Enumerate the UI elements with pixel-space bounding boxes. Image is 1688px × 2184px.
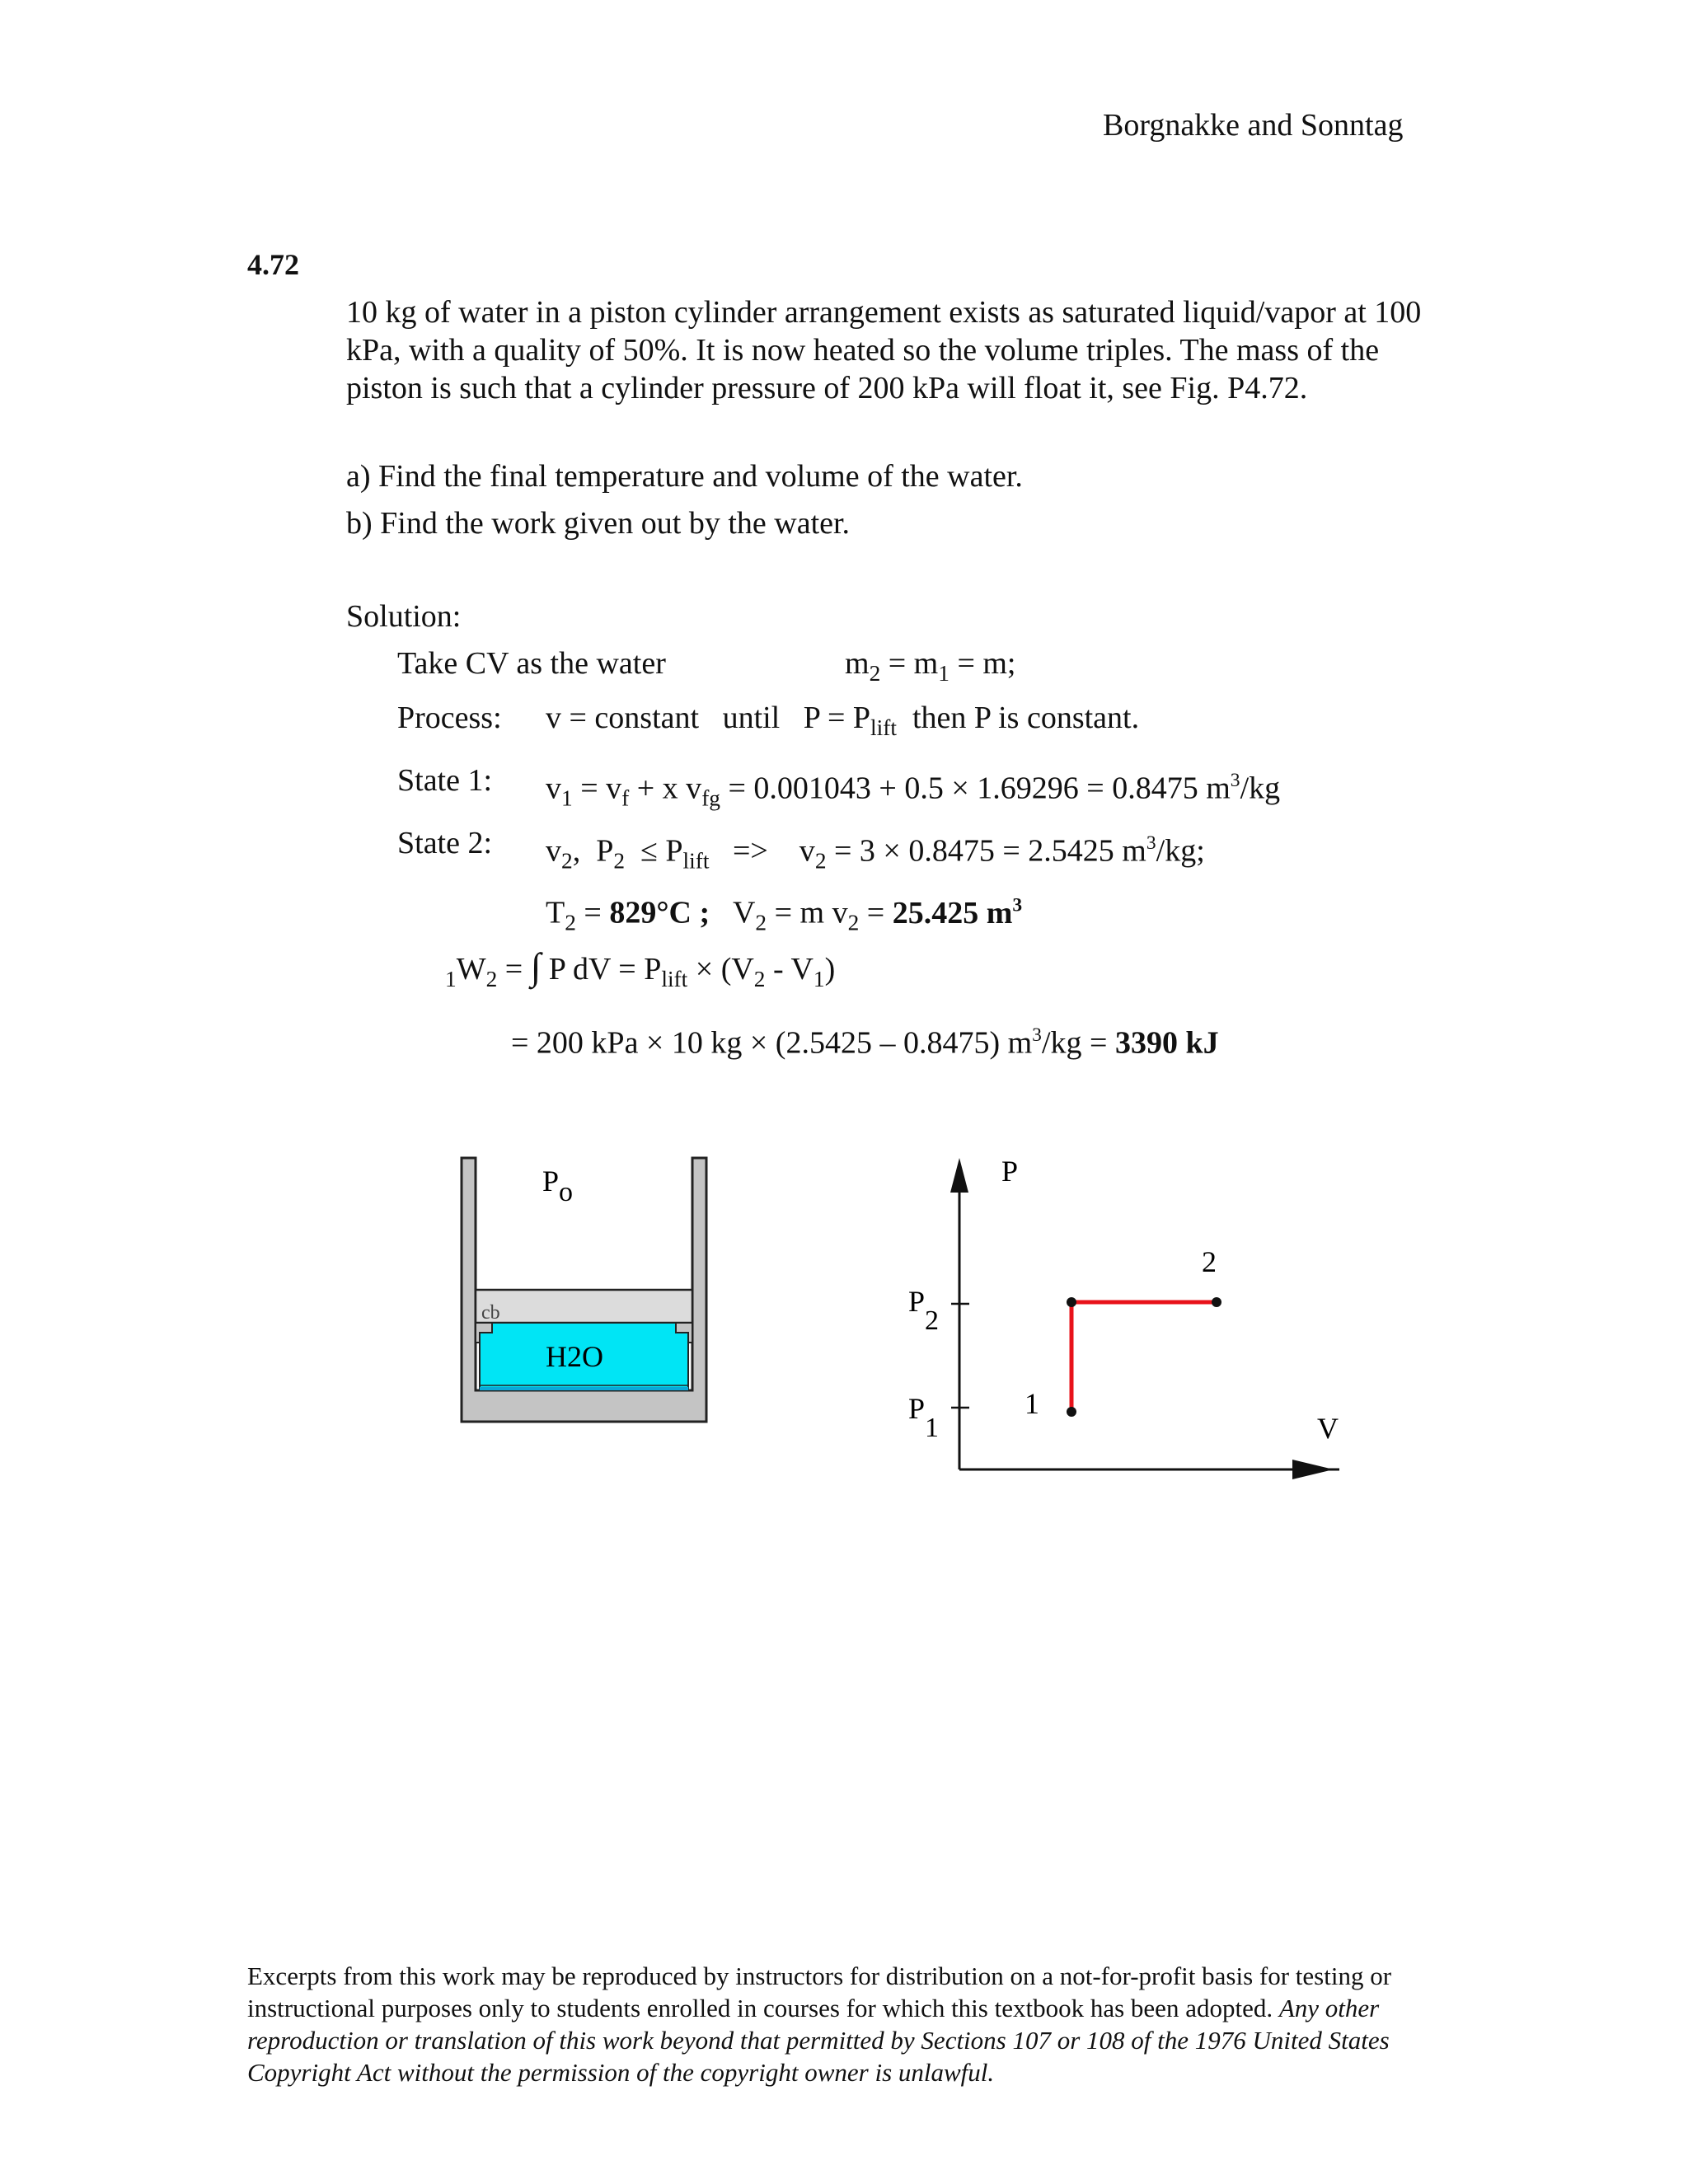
work-result: 3390 kJ xyxy=(1114,1025,1219,1061)
v2-value: 25.425 xyxy=(892,895,979,930)
copyright-footer xyxy=(247,1960,1451,2088)
label-h2o: H2O xyxy=(546,1340,603,1373)
solution-heading: Solution: xyxy=(346,599,462,634)
state-point-1 xyxy=(1067,1407,1076,1417)
pv-diagram xyxy=(890,1150,1352,1504)
state-2-label: 2 xyxy=(1202,1245,1217,1278)
t2-v2-equation: $T_2 = 829^\circ C$ ; $V_2 = m$ $v_2 = 25.425$ $m^3$ xyxy=(546,894,1023,935)
footer-italic: Any other reproduction or translation of this work beyond that permitted by Sections 107 or 108 of the 1976 United States Copyright Act without the permission of the copyright owner is unlawful. xyxy=(247,1994,1390,2087)
label-po: Po xyxy=(542,1165,574,1207)
piston xyxy=(476,1290,692,1323)
state2-label: State 2: xyxy=(397,826,493,860)
state1-values: = 0.001043 + 0.5 × 1.69296 = 0.8475 xyxy=(728,771,1198,806)
state1-equation: $v_1 = v_f + x$ $v_{fg} = 0.001043 + 0.5 \times 1.69296 = 0.8475$ $m^3/kg$ xyxy=(546,770,1281,811)
state-point-2 xyxy=(1212,1297,1221,1307)
t2-value: 829°C xyxy=(609,895,692,930)
piston-cylinder-figure xyxy=(445,1141,725,1430)
footer-normal: Excerpts from this work may be reproduced by instructors for distribution on a not-for-profit basis for testing or instructional purposes only to students enrolled in courses for which this textbook has been adopted. xyxy=(247,1961,1392,2022)
work-result-line: = 200 kPa × 10 kg × (2.5425 – 0.8475) $m^3/kg = 3390$ kJ xyxy=(511,1024,1219,1061)
mass-equation: $m_2 = m_1 = m$; xyxy=(845,646,1016,686)
axis-v-label: V xyxy=(1317,1412,1339,1445)
work-equation: $_1W_2$ = ∫ P dV = $P_{lift} \times (V_2 - V_1)$ xyxy=(445,945,836,991)
label-cb: cb xyxy=(481,1302,500,1324)
problem-number: 4.72 xyxy=(247,248,299,281)
state-1-label: 1 xyxy=(1025,1387,1039,1420)
state2-values: = 3 × 0.8475 = 2.5425 xyxy=(834,833,1114,869)
process-label: Process: xyxy=(397,701,502,735)
work-line2: = 200 kPa × 10 kg × (2.5425 – 0.8475) xyxy=(511,1025,1001,1061)
process-description: v = constant until $P = P_{lift}$ then P is constant. xyxy=(546,701,1140,740)
process-path xyxy=(1071,1302,1217,1412)
header-authors: Borgnakke and Sonntag xyxy=(1103,108,1404,143)
state1-label: State 1: xyxy=(397,763,493,798)
state-point-corner xyxy=(1067,1297,1076,1307)
tick-p1-label: P1 xyxy=(908,1392,940,1443)
state2-equation: $v_2$, $P_2 \le P_{lift}$ => $v_2 = 3 \times 0.8475 = 2.5425$ $m^3/kg$; xyxy=(546,832,1205,874)
v-axis-arrow xyxy=(1292,1460,1334,1479)
problem-statement: 10 kg of water in a piston cylinder arrangement exists as saturated liquid/vapor at 100 kPa, with a quality of 50%. It is now heated so the volume triples. The mass of the piston is such that a cylinder pressure of 200 kPa will float it, see Fig. P4.72. xyxy=(346,295,1422,405)
part-a: a) Find the final temperature and volume of the water. xyxy=(346,459,1023,494)
water-bottom-band xyxy=(480,1387,688,1390)
p-axis-arrow xyxy=(950,1158,968,1193)
part-b: b) Find the work given out by the water. xyxy=(346,506,851,541)
solution-cv: Take CV as the water xyxy=(397,646,666,681)
axis-p-label: P xyxy=(1001,1155,1019,1188)
tick-p2-label: P2 xyxy=(908,1285,940,1336)
